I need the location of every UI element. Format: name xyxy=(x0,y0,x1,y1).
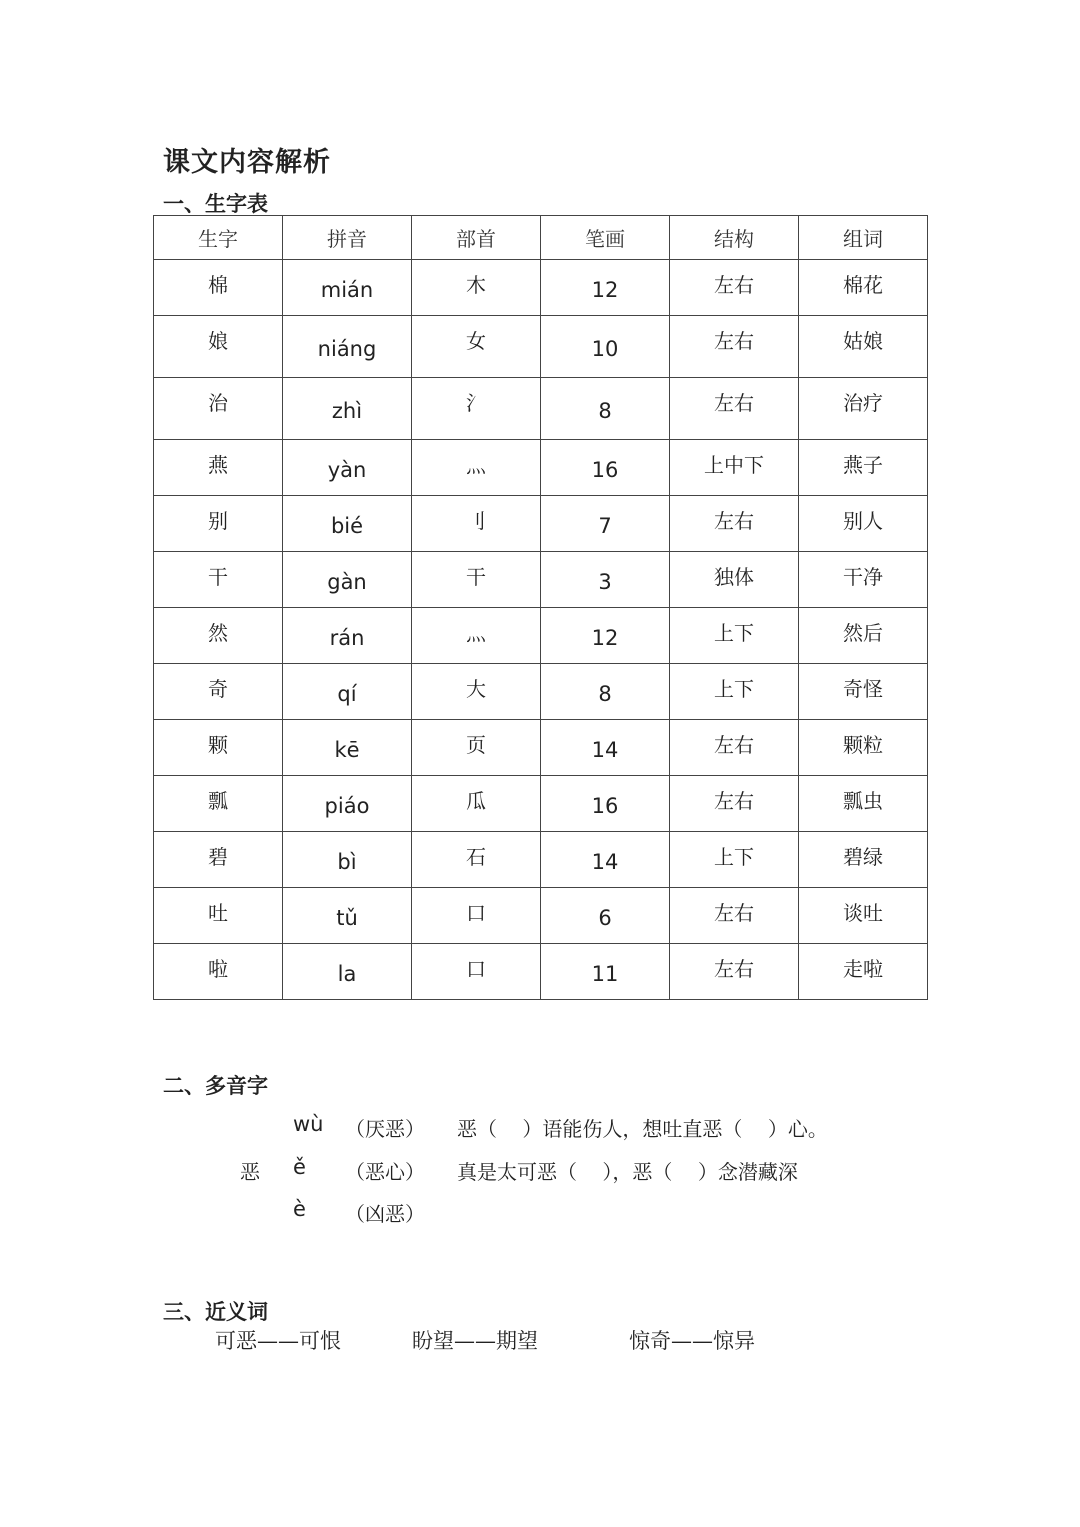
cell-structure: 上中下 xyxy=(670,440,799,496)
header-pinyin: 拼音 xyxy=(283,216,412,260)
cell-strokes: 8 xyxy=(541,664,670,720)
cell-char: 别 xyxy=(154,496,283,552)
cell-strokes: 16 xyxy=(541,440,670,496)
header-char: 生字 xyxy=(154,216,283,260)
cell-char: 颗 xyxy=(154,720,283,776)
table-row xyxy=(154,888,928,944)
header-radical: 部首 xyxy=(412,216,541,260)
cell-structure: 左右 xyxy=(670,378,799,440)
table-row xyxy=(154,260,928,316)
cell-radical: 干 xyxy=(412,552,541,608)
cell-strokes: 11 xyxy=(541,944,670,1000)
section-heading-polyphone: 二、多音字 xyxy=(163,1074,268,1098)
vocab-table xyxy=(153,215,928,1000)
cell-pinyin: bié xyxy=(283,496,412,552)
cell-char: 治 xyxy=(154,378,283,440)
cell-words: 姑娘 xyxy=(799,316,928,378)
cell-char: 瓢 xyxy=(154,776,283,832)
cell-pinyin: kē xyxy=(283,720,412,776)
header-strokes: 笔画 xyxy=(541,216,670,260)
cell-radical: 口 xyxy=(412,944,541,1000)
header-structure: 结构 xyxy=(670,216,799,260)
cell-words: 干净 xyxy=(799,552,928,608)
cell-char: 碧 xyxy=(154,832,283,888)
cell-strokes: 6 xyxy=(541,888,670,944)
cell-strokes: 8 xyxy=(541,378,670,440)
cell-pinyin: bì xyxy=(283,832,412,888)
cell-radical: 大 xyxy=(412,664,541,720)
section-heading-vocab: 一、生字表 xyxy=(163,192,268,216)
cell-structure: 独体 xyxy=(670,552,799,608)
cell-structure: 左右 xyxy=(670,720,799,776)
cell-words: 谈吐 xyxy=(799,888,928,944)
cell-structure: 左右 xyxy=(670,944,799,1000)
polyphone-pinyin-1: wù xyxy=(293,1112,324,1136)
polyphone-word-1: （厌恶） xyxy=(345,1117,425,1141)
cell-char: 奇 xyxy=(154,664,283,720)
table-row xyxy=(154,776,928,832)
cell-char: 啦 xyxy=(154,944,283,1000)
cell-words: 棉花 xyxy=(799,260,928,316)
polyphone-word-2: （恶心） xyxy=(345,1160,425,1184)
table-row xyxy=(154,496,928,552)
cell-pinyin: mián xyxy=(283,260,412,316)
synonym-pair: 盼望——期望 xyxy=(412,1329,538,1353)
cell-strokes: 12 xyxy=(541,608,670,664)
polyphone-pinyin-3: è xyxy=(293,1197,306,1221)
header-words: 组词 xyxy=(799,216,928,260)
cell-radical: 灬 xyxy=(412,608,541,664)
table-row xyxy=(154,720,928,776)
cell-pinyin: tǔ xyxy=(283,888,412,944)
table-row xyxy=(154,316,928,378)
cell-pinyin: rán xyxy=(283,608,412,664)
cell-words: 治疗 xyxy=(799,378,928,440)
synonym-pair: 惊奇——惊异 xyxy=(629,1329,755,1353)
cell-strokes: 14 xyxy=(541,720,670,776)
cell-radical: 瓜 xyxy=(412,776,541,832)
cell-strokes: 14 xyxy=(541,832,670,888)
page-title: 课文内容解析 xyxy=(163,147,331,178)
cell-structure: 上下 xyxy=(670,832,799,888)
cell-char: 干 xyxy=(154,552,283,608)
cell-char: 棉 xyxy=(154,260,283,316)
cell-char: 娘 xyxy=(154,316,283,378)
cell-radical: 灬 xyxy=(412,440,541,496)
cell-char: 燕 xyxy=(154,440,283,496)
cell-words: 走啦 xyxy=(799,944,928,1000)
cell-strokes: 12 xyxy=(541,260,670,316)
cell-words: 燕子 xyxy=(799,440,928,496)
polyphone-word-3: （凶恶） xyxy=(345,1202,425,1226)
cell-pinyin: niáng xyxy=(283,316,412,378)
table-row xyxy=(154,664,928,720)
cell-radical: 石 xyxy=(412,832,541,888)
cell-structure: 左右 xyxy=(670,496,799,552)
cell-radical: 氵 xyxy=(412,378,541,440)
cell-pinyin: la xyxy=(283,944,412,1000)
cell-radical: 页 xyxy=(412,720,541,776)
cell-structure: 左右 xyxy=(670,776,799,832)
cell-words: 碧绿 xyxy=(799,832,928,888)
polyphone-sentence-1: 恶（ ）语能伤人，想吐直恶（ ）心。 xyxy=(457,1117,828,1141)
cell-words: 别人 xyxy=(799,496,928,552)
table-row xyxy=(154,552,928,608)
cell-words: 颗粒 xyxy=(799,720,928,776)
table-row xyxy=(154,944,928,1000)
polyphone-sentence-2: 真是太可恶（ ），恶（ ）念潜藏深 xyxy=(457,1160,798,1184)
cell-words: 然后 xyxy=(799,608,928,664)
cell-radical: 女 xyxy=(412,316,541,378)
cell-pinyin: qí xyxy=(283,664,412,720)
cell-words: 瓢虫 xyxy=(799,776,928,832)
cell-structure: 左右 xyxy=(670,888,799,944)
cell-structure: 左右 xyxy=(670,260,799,316)
cell-radical: 木 xyxy=(412,260,541,316)
section-heading-synonyms: 三、近义词 xyxy=(163,1300,268,1324)
cell-pinyin: zhì xyxy=(283,378,412,440)
cell-strokes: 16 xyxy=(541,776,670,832)
table-row xyxy=(154,378,928,440)
table-row xyxy=(154,832,928,888)
cell-strokes: 3 xyxy=(541,552,670,608)
cell-structure: 上下 xyxy=(670,664,799,720)
cell-radical: 刂 xyxy=(412,496,541,552)
cell-strokes: 10 xyxy=(541,316,670,378)
cell-pinyin: piáo xyxy=(283,776,412,832)
polyphone-pinyin-2: ě xyxy=(293,1155,306,1179)
cell-pinyin: yàn xyxy=(283,440,412,496)
cell-radical: 口 xyxy=(412,888,541,944)
cell-words: 奇怪 xyxy=(799,664,928,720)
cell-pinyin: gàn xyxy=(283,552,412,608)
cell-char: 吐 xyxy=(154,888,283,944)
table-row xyxy=(154,608,928,664)
table-header-row xyxy=(154,216,928,260)
table-row xyxy=(154,440,928,496)
synonym-pair: 可恶——可恨 xyxy=(215,1329,341,1353)
cell-structure: 上下 xyxy=(670,608,799,664)
cell-strokes: 7 xyxy=(541,496,670,552)
polyphone-char: 恶 xyxy=(240,1160,260,1184)
cell-char: 然 xyxy=(154,608,283,664)
cell-structure: 左右 xyxy=(670,316,799,378)
